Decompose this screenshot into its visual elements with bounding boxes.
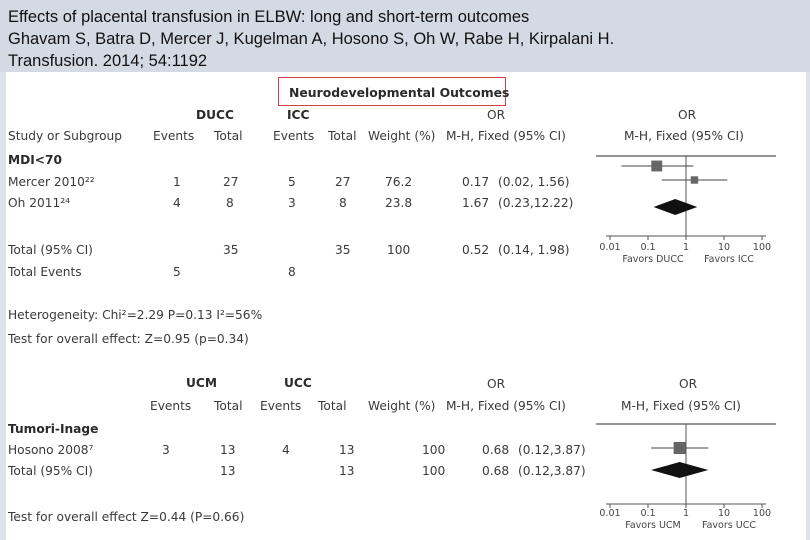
slide-title: Effects of placental transfusion in ELBW: long and short-term outcomes [8,8,530,26]
panel2-study-point-0 [674,442,686,454]
panel1-row1-events1: 1 [173,175,181,189]
panel1-tick-label-3: 10 [717,242,731,253]
panel1-col-method: M-H, Fixed (95% CI) [446,129,566,143]
panel1-study-point-0 [651,161,662,172]
panel2-tick-label-4: 100 [752,508,772,519]
panel2-group2-header: UCC [284,376,312,390]
panel2-tick-label-2: 1 [682,508,690,519]
panel1-col-events1: Events [153,129,195,143]
panel2-row1-total2: 13 [339,443,355,457]
panel1-col-weight: Weight (%) [368,129,436,143]
panel1-or-plot-header: OR [678,108,697,122]
panel2-total-total2: 13 [339,464,355,478]
panel1-pooled-diamond [654,199,698,215]
panel1-overall-effect: Test for overall effect: Z=0.95 (p=0.34) [8,332,249,346]
slide-citation: Transfusion. 2014; 54:1192 [8,52,208,70]
panel1-favors-left: Favors DUCC [622,254,684,265]
panel1-total-or: 0.52 [462,243,490,257]
panel2-row1-study: Hosono 2008⁷ [8,443,94,457]
panel2-col-weight: Weight (%) [368,399,436,413]
panel2-row1-events1: 3 [162,443,170,457]
panel1-subgroup: MDI<70 [8,153,62,167]
panel1-tick-label-1: 0.1 [640,242,656,253]
panel2-total-weight: 100 [422,464,446,478]
panel2-col-method: M-H, Fixed (95% CI) [446,399,566,413]
panel2-or-header: OR [487,377,506,391]
panel2-tick-label-0: 0.01 [599,508,621,519]
panel1-row2-total1: 8 [226,196,234,210]
panel2-subgroup: Tumori-Inage [8,422,99,436]
panel2-total-or: 0.68 [482,464,510,478]
panel2-favors-right: Favors UCC [702,520,756,531]
slide-authors: Ghavam S, Batra D, Mercer J, Kugelman A, Hosono S, Oh W, Rabe H, Kirpalani H. [8,30,615,48]
panel1-study-point-1 [691,176,698,183]
slide-header [0,0,810,72]
panel2-row1-weight: 100 [422,443,446,457]
panel2-overall-effect: Test for overall effect Z=0.44 (P=0.66) [8,510,245,524]
panel2-group1-header: UCM [186,376,217,390]
panel1-row1-total2: 27 [335,175,351,189]
panel1-col-study: Study or Subgroup [8,129,122,143]
panel1-row1-events2: 5 [288,175,296,189]
panel1-col-total2: Total [328,129,357,143]
panel1-total-events-label: Total Events [8,265,82,279]
panel2-col-events2: Events [260,399,302,413]
panel2-col-total1: Total [214,399,243,413]
panel1-row2-total2: 8 [339,196,347,210]
panel1-group2-header: ICC [287,108,310,122]
panel1-total-events1: 5 [173,265,181,279]
panel2-col-total2: Total [318,399,347,413]
panel1-row1-total1: 27 [223,175,239,189]
panel1-total-total1: 35 [223,243,239,257]
forest-plot-figure [6,72,806,540]
panel1-title: Neurodevelopmental Outcomes [289,85,510,100]
panel2-favors-left: Favors UCM [625,520,681,531]
panel1-row1-weight: 76.2 [385,175,413,189]
panel1-row2-events2: 3 [288,196,296,210]
panel1-row1-or: 0.17 [462,175,490,189]
panel1-group1-header: DUCC [196,108,234,122]
panel1-row2-weight: 23.8 [385,196,413,210]
panel2-tick-label-3: 10 [717,508,731,519]
panel2-or-plot-header: OR [679,377,698,391]
panel1-tick-label-2: 1 [682,242,690,253]
panel1-col-events2: Events [273,129,315,143]
panel1-favors-right: Favors ICC [704,254,754,265]
panel2-total-total1: 13 [220,464,236,478]
panel2-row1-ci: (0.12,3.87) [518,443,586,457]
panel1-or-header: OR [487,108,506,122]
panel2-row1-or: 0.68 [482,443,510,457]
panel1-row2-or: 1.67 [462,196,490,210]
panel1-col-total1: Total [214,129,243,143]
panel1-row2-events1: 4 [173,196,181,210]
panel2-total-ci: (0.12,3.87) [518,464,586,478]
panel1-row1-ci: (0.02, 1.56) [498,175,570,189]
panel2-total-label: Total (95% CI) [8,464,93,478]
panel2-col-method-plot: M-H, Fixed (95% CI) [621,399,741,413]
panel1-tick-label-0: 0.01 [599,242,621,253]
panel1-total-events2: 8 [288,265,296,279]
panel2-tick-label-1: 0.1 [640,508,656,519]
panel2-row1-total1: 13 [220,443,236,457]
panel1-tick-label-4: 100 [752,242,772,253]
panel1-heterogeneity: Heterogeneity: Chi²=2.29 P=0.13 I²=56% [8,308,263,322]
panel1-row2-study: Oh 2011²⁴ [8,196,70,210]
panel1-row1-study: Mercer 2010²² [8,175,95,189]
panel2-row1-events2: 4 [282,443,290,457]
panel1-col-method-plot: M-H, Fixed (95% CI) [624,129,744,143]
panel1-total-ci: (0.14, 1.98) [498,243,570,257]
panel2-col-events1: Events [150,399,192,413]
forest-plot-svg [6,72,806,540]
panel1-row2-ci: (0.23,12.22) [498,196,574,210]
panel1-total-weight: 100 [387,243,411,257]
panel1-total-label: Total (95% CI) [8,243,93,257]
panel2-pooled-diamond [651,462,708,478]
panel1-total-total2: 35 [335,243,351,257]
